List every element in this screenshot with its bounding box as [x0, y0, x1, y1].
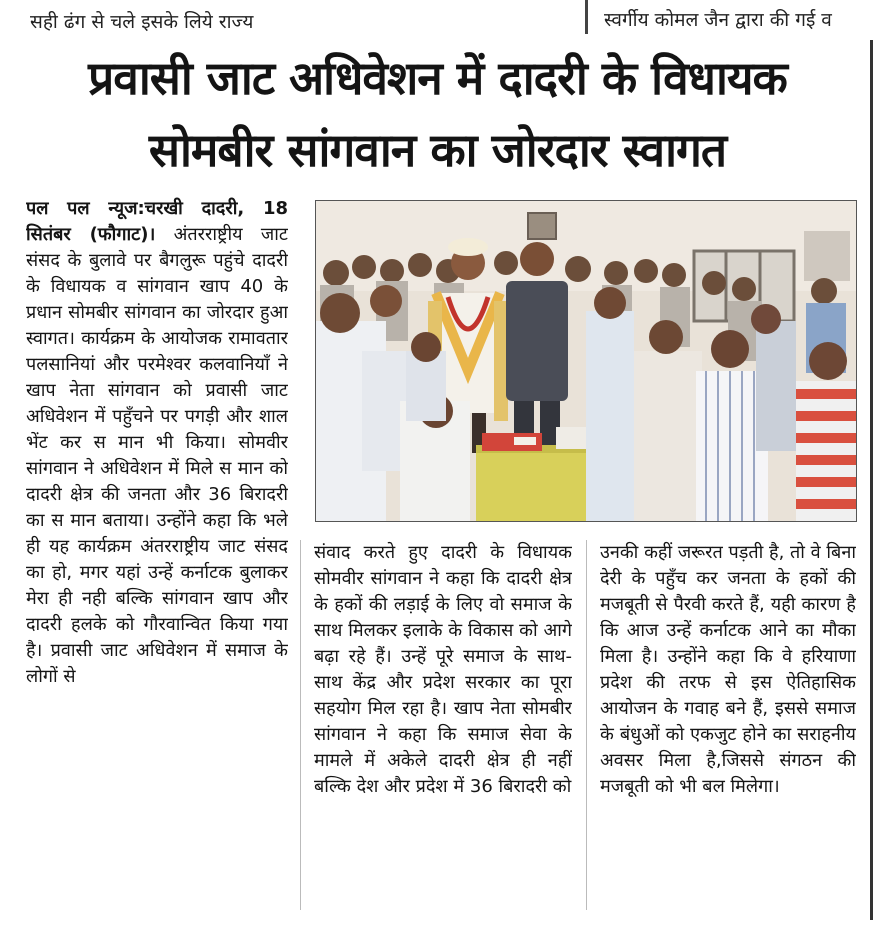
- article-text-col1: अंतरराष्ट्रीय जाट संसद के बुलावे पर बैगलुरू पहुंचे दादरी के विधायक व सांगवान खाप 40 के प्रधान सोमबीर सांगवान का जोरदार हुआ स्वागत। कार्यक्रम के आयोजक रामावतार पलसानियां और परमेश्वर कलवानियाँ ने खाप नेता सांगवान को प्रवासी जाट अधिवेशन में पहुँचने पर पगड़ी और शाल भेंट कर स मान भी किया। सोमवीर सांगवान ने अधिवेशन में मिले स मान को दादरी क्षेत्र की जनता और 36 बिरादरी का स मान बताया। उन्होंने कहा कि भले ही यह कार्यक्रम अंतरराष्ट्रीय जाट संसद का हो, मगर यहां उन्हें कर्नाटक बुलाकर मेरा ही नही बल्कि सांगवान खाप और दादरी हलके को गौरवान्वित किया गया है। प्रवासी जाट अधिवेशन में समाज के लोगों से: [26, 224, 288, 687]
- headline-line-1: प्रवासी जाट अधिवेशन में दादरी के विधायक: [88, 51, 787, 105]
- article-column-3: [600, 540, 856, 920]
- cut-text-edge: [30, 0, 360, 5]
- previous-article-strip: [0, 0, 875, 44]
- article-column-1: [26, 196, 288, 916]
- article-text-col3: उनकी कहीं जरूरत पड़ती है, तो वे बिना देरी के पहुँच कर जनता के हकों की मजबूती से पैरवी करते हैं, यही कारण है कि आज उन्हें कर्नाटक आने का मौका मिला है। उन्होंने कहा कि वे हरियाणा प्रदेश की तरफ से इस ऐतिहासिक आयोजन के गवाह बने हैं, इससे समाज के बंधुओं को एकजुट होने का सराहनीय अवसर मिला है,जिससे संगठन की मजबूती को भी बल मिलेगा।: [600, 542, 856, 797]
- page-edge-rule: [870, 40, 873, 920]
- previous-article-text-right: स्वर्गीय कोमल जैन द्वारा की गई व: [604, 9, 832, 31]
- article-column-2: [314, 540, 572, 920]
- column-separator: [300, 540, 301, 910]
- previous-article-text-left: सही ढंग से चले इसके लिये राज्य: [30, 11, 254, 33]
- column-divider: [585, 0, 588, 34]
- article-text-col2: संवाद करते हुए दादरी के विधायक सोमवीर सांगवान ने कहा कि दादरी क्षेत्र के हकों की लड़ाई के लिए वो समाज के साथ मिलकर इलाके के विकास को आगे बढ़ा रहे हैं। उन्हें पूरे समाज के साथ-साथ केंद्र और प्रदेश सरकार का पूरा सहयोग मिल रहा है। खाप नेता सोमबीर सांगवान ने कहा कि समाज सेवा के मामले में अकेले दादरी क्षेत्र ही नहीं बल्कि देश और प्रदेश में 36 बिरादरी को: [314, 542, 572, 797]
- headline-line-2: सोमबीर सांगवान का जोरदार स्वागत: [148, 123, 727, 177]
- news-photo: [315, 200, 857, 522]
- group-photo-illustration: [316, 201, 856, 521]
- dateline: पल पल न्यूज:चरखी दादरी, 18 सितंबर (फौगाट)।: [26, 198, 288, 245]
- column-separator: [586, 540, 587, 910]
